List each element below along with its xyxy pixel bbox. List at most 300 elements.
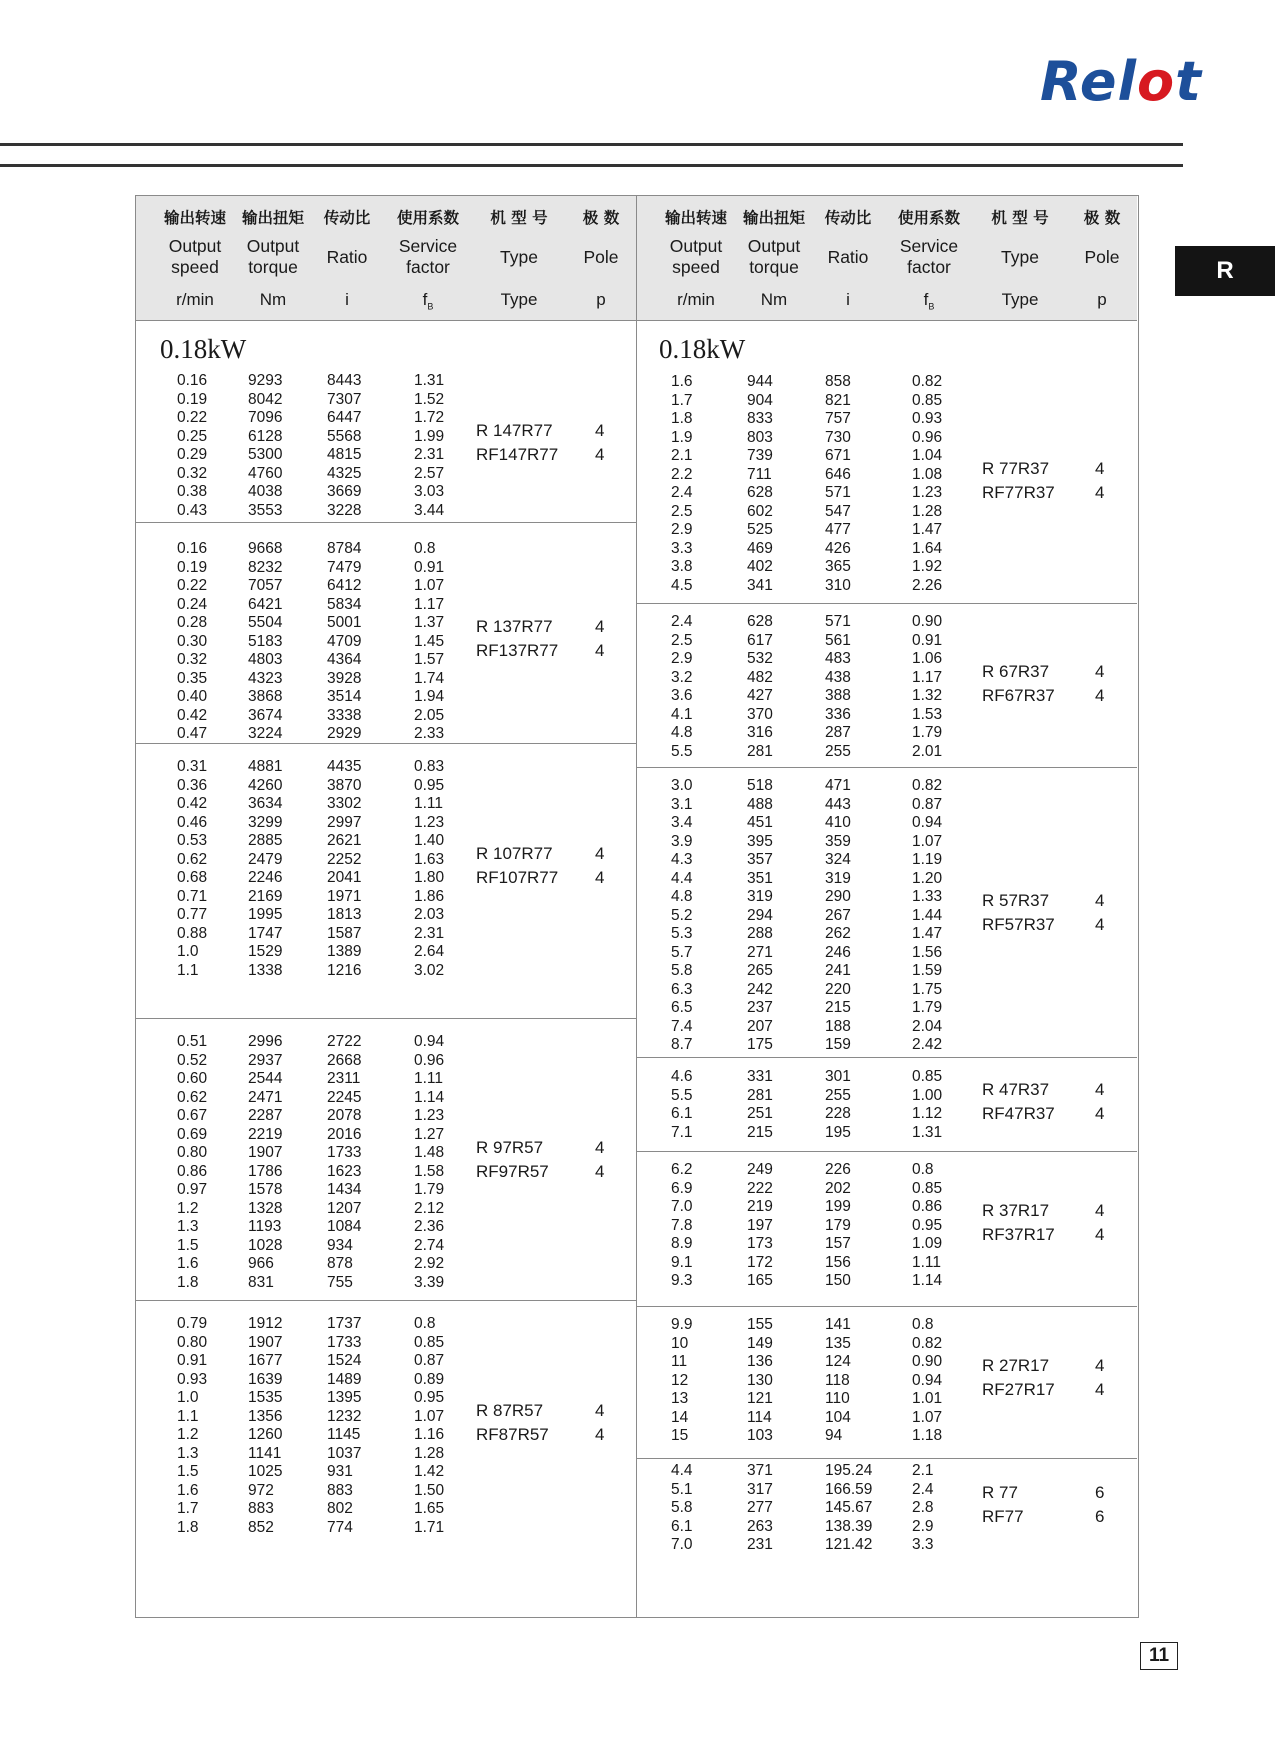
table-row — [637, 833, 1137, 852]
group-rows — [637, 1316, 1137, 1446]
ratio-cell: 1145 — [327, 1426, 361, 1443]
output-speed-cell: 3.1 — [671, 795, 693, 813]
pole-count: 4 — [1095, 686, 1105, 705]
service-factor-cell: 0.96 — [912, 428, 943, 446]
ratio-cell: 310 — [825, 576, 851, 594]
output-speed-cell: 0.16 — [177, 372, 208, 389]
table-row — [136, 1352, 636, 1371]
output-torque-cell: 249 — [747, 1161, 773, 1178]
pole-count: 6 — [1095, 1507, 1105, 1527]
header-zh-right-3: 使用系数 — [897, 209, 960, 227]
output-speed-cell: 9.1 — [671, 1253, 693, 1271]
header-unit-text: r/min — [176, 290, 214, 309]
header-unit-right-2 — [803, 290, 893, 310]
table-row — [637, 777, 1137, 796]
table-row — [637, 1536, 1137, 1555]
table-row — [136, 795, 636, 814]
service-factor-cell: 1.52 — [414, 390, 445, 408]
output-torque-cell: 341 — [747, 576, 773, 594]
ratio-cell: 547 — [825, 502, 851, 520]
header-en-line: Pole — [583, 247, 619, 267]
table-row — [136, 540, 636, 559]
ratio-cell: 290 — [825, 888, 851, 905]
table-row — [136, 707, 636, 726]
group-rows — [136, 1033, 636, 1292]
table-row — [136, 1089, 636, 1108]
service-factor-cell: 2.31 — [414, 924, 445, 942]
output-torque-cell: 155 — [747, 1316, 773, 1333]
output-torque-cell: 294 — [747, 906, 773, 924]
ratio-cell: 2997 — [327, 813, 362, 831]
header-en-line: Pole — [1084, 247, 1120, 267]
ratio-cell: 2722 — [327, 1033, 362, 1050]
service-factor-cell: 0.95 — [912, 1216, 943, 1234]
ratio-cell: 4364 — [327, 651, 362, 668]
service-factor-cell: 0.94 — [912, 1371, 943, 1389]
reducer-type: RF67R37 — [982, 686, 1055, 705]
output-speed-cell: 0.46 — [177, 813, 208, 831]
output-torque-cell: 3674 — [248, 706, 283, 724]
output-speed-cell: 1.0 — [177, 943, 199, 960]
ratio-cell: 246 — [825, 943, 851, 961]
header-en-line: speed — [171, 257, 219, 277]
reducer-type: RF57R37 — [982, 914, 1055, 934]
table-row — [637, 706, 1137, 725]
output-speed-cell: 0.43 — [177, 501, 208, 519]
service-factor-cell: 1.58 — [414, 1162, 445, 1180]
ratio-cell: 267 — [825, 906, 851, 924]
output-torque-cell: 251 — [747, 1105, 773, 1122]
page-number: 11 — [1140, 1642, 1178, 1670]
output-torque-cell: 263 — [747, 1517, 773, 1535]
output-torque-cell: 288 — [747, 925, 773, 942]
service-factor-cell: 1.11 — [414, 795, 444, 812]
output-torque-cell: 1677 — [248, 1352, 283, 1369]
group-rows — [637, 613, 1137, 761]
ratio-cell: 774 — [327, 1518, 353, 1536]
header-zh-left-2: 传动比 — [323, 209, 371, 227]
header-en-left-3 — [383, 236, 473, 278]
table-row — [637, 1335, 1137, 1354]
table-row — [136, 559, 636, 578]
output-speed-cell: 13 — [671, 1390, 689, 1407]
output-speed-cell: 0.53 — [177, 832, 208, 849]
header-en-right-4 — [975, 247, 1065, 268]
pole-count: 4 — [1095, 662, 1105, 681]
ratio-cell: 2929 — [327, 725, 362, 742]
ratio-cell: 410 — [825, 814, 851, 831]
ratio-cell: 1737 — [327, 1315, 362, 1332]
table-row — [637, 669, 1137, 688]
ratio-cell: 138.39 — [825, 1517, 873, 1535]
pole-count: 4 — [1095, 1200, 1105, 1220]
service-factor-cell: 0.90 — [912, 1353, 943, 1370]
output-torque-cell: 3299 — [248, 813, 283, 831]
table-header-right — [637, 196, 1137, 321]
pole-count: 4 — [1095, 483, 1105, 502]
ratio-cell: 4435 — [327, 758, 362, 775]
group-rows — [637, 1462, 1137, 1555]
output-speed-cell: 12 — [671, 1371, 689, 1389]
table-row — [637, 632, 1137, 651]
ratio-cell: 571 — [825, 484, 851, 501]
output-speed-cell: 4.1 — [671, 705, 693, 723]
header-unit-text: Nm — [259, 290, 287, 309]
output-speed-cell: 1.6 — [671, 373, 693, 390]
header-zh-left-4: 机 型 号 — [490, 209, 548, 227]
table-row — [637, 1353, 1137, 1372]
output-torque-cell: 488 — [747, 795, 773, 813]
output-speed-cell: 4.4 — [671, 1462, 693, 1479]
ratio-cell: 4325 — [327, 464, 362, 482]
output-torque-cell: 739 — [747, 447, 773, 464]
service-factor-cell: 0.82 — [912, 777, 943, 794]
ratio-cell: 255 — [825, 1086, 851, 1104]
group-separator — [637, 767, 1137, 768]
table-row — [637, 944, 1137, 963]
output-torque-cell: 114 — [747, 1408, 772, 1426]
output-speed-cell: 9.3 — [671, 1272, 693, 1289]
output-torque-cell: 222 — [747, 1179, 773, 1197]
header-unit-text: Nm — [760, 290, 788, 309]
output-torque-cell: 281 — [747, 742, 773, 760]
output-torque-cell: 1995 — [248, 906, 283, 923]
output-torque-cell: 7057 — [248, 577, 283, 594]
output-torque-cell: 1356 — [248, 1407, 283, 1425]
output-torque-cell: 331 — [747, 1068, 773, 1085]
ratio-cell: 1489 — [327, 1370, 362, 1388]
output-torque-cell: 1912 — [248, 1315, 283, 1332]
table-row — [637, 962, 1137, 981]
output-speed-cell: 6.3 — [671, 980, 693, 998]
output-torque-cell: 803 — [747, 428, 773, 446]
header-zh-left-3: 使用系数 — [396, 209, 459, 227]
table-row — [637, 1018, 1137, 1037]
service-factor-cell: 1.11 — [414, 1070, 444, 1087]
output-speed-cell: 0.93 — [177, 1370, 208, 1388]
output-torque-cell: 103 — [747, 1427, 773, 1444]
header-en-right-2 — [803, 247, 893, 268]
service-factor-cell: 2.74 — [414, 1236, 445, 1254]
ratio-cell: 802 — [327, 1500, 353, 1517]
ratio-cell: 104 — [825, 1408, 851, 1426]
output-torque-cell: 2219 — [248, 1125, 283, 1143]
service-factor-cell: 1.06 — [912, 650, 943, 667]
service-factor-cell: 2.04 — [912, 1017, 943, 1035]
output-torque-cell: 242 — [747, 980, 773, 998]
table-row — [637, 373, 1137, 392]
output-torque-cell: 281 — [747, 1086, 773, 1104]
output-speed-cell: 0.86 — [177, 1162, 208, 1180]
table-row — [136, 1237, 636, 1256]
header-unit-text: Type — [500, 290, 538, 309]
ratio-cell: 220 — [825, 980, 851, 998]
output-torque-cell: 277 — [747, 1499, 773, 1516]
table-row — [136, 814, 636, 833]
table-row — [136, 1334, 636, 1353]
output-speed-cell: 7.8 — [671, 1216, 693, 1234]
table-row — [136, 1371, 636, 1390]
output-torque-cell: 2287 — [248, 1107, 283, 1124]
output-speed-cell: 9.9 — [671, 1316, 693, 1333]
table-row — [136, 428, 636, 447]
pole-count: 4 — [1095, 1379, 1105, 1399]
output-speed-cell: 6.1 — [671, 1105, 693, 1122]
table-row — [637, 1161, 1137, 1180]
ratio-cell: 1434 — [327, 1181, 362, 1198]
output-speed-cell: 1.6 — [177, 1481, 199, 1499]
output-torque-cell: 4760 — [248, 464, 283, 482]
group-separator — [637, 1306, 1137, 1307]
header-unit-right-5 — [1057, 290, 1147, 310]
output-torque-cell: 8232 — [248, 558, 283, 576]
output-torque-cell: 1747 — [248, 924, 283, 942]
output-speed-cell: 0.19 — [177, 390, 208, 408]
output-torque-cell: 2885 — [248, 832, 283, 849]
table-row — [136, 1052, 636, 1071]
table-row — [136, 1163, 636, 1182]
header-unit-left-4 — [474, 290, 564, 310]
ratio-cell: 359 — [825, 832, 851, 850]
service-factor-cell: 1.07 — [912, 832, 943, 850]
output-speed-cell: 5.8 — [671, 1499, 693, 1516]
output-speed-cell: 0.32 — [177, 464, 208, 482]
table-row — [136, 483, 636, 502]
ratio-cell: 3514 — [327, 688, 362, 705]
service-factor-cell: 1.75 — [912, 980, 943, 998]
service-factor-cell: 1.48 — [414, 1144, 445, 1161]
header-unit-text: f — [923, 290, 929, 309]
service-factor-cell: 1.72 — [414, 409, 445, 426]
service-factor-cell: 1.86 — [414, 887, 445, 905]
service-factor-cell: 2.36 — [414, 1218, 445, 1235]
ratio-cell: 5834 — [327, 595, 362, 613]
table-row — [136, 1445, 636, 1464]
output-torque-cell: 231 — [747, 1536, 773, 1553]
service-factor-cell: 2.92 — [414, 1255, 445, 1272]
table-row — [637, 1372, 1137, 1391]
service-factor-cell: 1.09 — [912, 1235, 943, 1252]
output-speed-cell: 1.8 — [177, 1273, 199, 1291]
reducer-type: RF97R57 — [476, 1161, 549, 1181]
service-factor-cell: 3.02 — [414, 961, 445, 979]
output-torque-cell: 1328 — [248, 1199, 283, 1217]
header-zh-right-0: 输出转速 — [664, 209, 727, 227]
table-row — [637, 558, 1137, 577]
output-speed-cell: 0.60 — [177, 1070, 208, 1087]
output-torque-cell: 271 — [747, 943, 773, 961]
service-factor-cell: 1.71 — [414, 1518, 445, 1536]
output-speed-cell: 2.5 — [671, 502, 693, 520]
ratio-cell: 1733 — [327, 1144, 362, 1161]
header-unit-left-2 — [302, 290, 392, 310]
ratio-cell: 141 — [825, 1316, 851, 1333]
table-row — [136, 1181, 636, 1200]
output-torque-cell: 5183 — [248, 632, 283, 650]
header-zh-right-5: 极 数 — [1083, 209, 1121, 227]
table-row — [136, 888, 636, 907]
ratio-cell: 561 — [825, 631, 851, 649]
table-row — [637, 925, 1137, 944]
service-factor-cell: 1.01 — [912, 1390, 943, 1407]
table-row — [637, 1198, 1137, 1217]
output-speed-cell: 0.19 — [177, 558, 208, 576]
ratio-cell: 336 — [825, 705, 851, 723]
service-factor-cell: 0.91 — [912, 631, 943, 649]
service-factor-cell: 2.31 — [414, 446, 445, 463]
ratio-cell: 5001 — [327, 614, 362, 631]
ratio-cell: 124 — [825, 1353, 851, 1370]
output-speed-cell: 0.52 — [177, 1051, 208, 1069]
service-factor-cell: 1.32 — [912, 687, 943, 704]
output-speed-cell: 0.28 — [177, 614, 208, 631]
ratio-cell: 730 — [825, 428, 851, 446]
reducer-type: R 37R17 — [982, 1200, 1050, 1220]
header-en-line: Output — [669, 236, 723, 256]
output-speed-cell: 3.6 — [671, 687, 693, 704]
ratio-cell: 3870 — [327, 776, 362, 794]
reducer-type: RF137R77 — [476, 640, 559, 660]
output-torque-cell: 711 — [747, 465, 772, 483]
table-row — [637, 429, 1137, 448]
output-torque-cell: 518 — [747, 777, 773, 794]
table-row — [136, 391, 636, 410]
ratio-cell: 2252 — [327, 850, 362, 868]
ratio-cell: 226 — [825, 1161, 851, 1178]
ratio-cell: 1971 — [327, 887, 362, 905]
table-row — [637, 1272, 1137, 1291]
table-row — [136, 1274, 636, 1293]
service-factor-cell: 1.23 — [414, 1107, 445, 1124]
ratio-cell: 821 — [825, 391, 851, 409]
table-row — [136, 1426, 636, 1445]
output-speed-cell: 0.42 — [177, 795, 208, 812]
header-en-line: Output — [168, 236, 222, 256]
ratio-cell: 878 — [327, 1255, 353, 1272]
table-row — [637, 1180, 1137, 1199]
output-torque-cell: 2996 — [248, 1033, 283, 1050]
output-torque-cell: 1338 — [248, 961, 283, 979]
ratio-cell: 4709 — [327, 632, 362, 650]
ratio-cell: 883 — [327, 1481, 353, 1499]
group-rows — [637, 1161, 1137, 1291]
output-torque-cell: 4260 — [248, 776, 283, 794]
service-factor-cell: 0.8 — [414, 540, 436, 557]
output-torque-cell: 3224 — [248, 725, 283, 742]
output-torque-cell: 1529 — [248, 943, 283, 960]
output-speed-cell: 4.3 — [671, 851, 693, 868]
output-torque-cell: 395 — [747, 832, 773, 850]
table-row — [136, 1519, 636, 1538]
table-row — [136, 1218, 636, 1237]
output-torque-cell: 2246 — [248, 869, 283, 886]
table-row — [136, 1144, 636, 1163]
ratio-cell: 188 — [825, 1017, 851, 1035]
output-torque-cell: 966 — [248, 1255, 274, 1272]
header-unit-left-5 — [556, 290, 646, 310]
ratio-cell: 1587 — [327, 924, 362, 942]
output-speed-cell: 0.40 — [177, 688, 208, 705]
pole-count: 4 — [1095, 1104, 1105, 1123]
table-row — [136, 758, 636, 777]
service-factor-cell: 1.07 — [912, 1408, 943, 1426]
output-speed-cell: 10 — [671, 1334, 689, 1352]
header-en-right-3 — [884, 236, 974, 278]
output-torque-cell: 852 — [248, 1518, 274, 1536]
service-factor-cell: 1.44 — [912, 906, 943, 924]
ratio-cell: 135 — [825, 1334, 851, 1352]
output-speed-cell: 4.5 — [671, 576, 693, 594]
table-row — [637, 1124, 1137, 1143]
ratio-cell: 3302 — [327, 795, 362, 812]
output-speed-cell: 5.5 — [671, 1086, 693, 1104]
output-speed-cell: 0.22 — [177, 409, 208, 426]
service-factor-cell: 0.93 — [912, 410, 943, 427]
output-speed-cell: 6.1 — [671, 1517, 693, 1535]
service-factor-cell: 1.31 — [912, 1123, 943, 1141]
table-row — [136, 725, 636, 744]
reducer-type: R 137R77 — [476, 616, 553, 636]
table-row — [136, 1200, 636, 1219]
output-torque-cell: 371 — [747, 1462, 773, 1479]
output-speed-cell: 1.7 — [671, 391, 693, 409]
pole-count: 4 — [595, 1401, 605, 1420]
header-zh-left-5: 极 数 — [582, 209, 620, 227]
ratio-cell: 5568 — [327, 427, 362, 445]
table-row — [637, 907, 1137, 926]
table-header-left — [136, 196, 636, 321]
table-row — [136, 502, 636, 521]
output-speed-cell: 7.0 — [671, 1198, 693, 1215]
power-label-right: 0.18kW — [659, 334, 746, 364]
ratio-cell: 228 — [825, 1105, 851, 1122]
output-torque-cell: 7096 — [248, 409, 283, 426]
table-row — [637, 999, 1137, 1018]
ratio-cell: 646 — [825, 465, 851, 483]
output-speed-cell: 6.5 — [671, 999, 693, 1016]
table-row — [637, 1316, 1137, 1335]
ratio-cell: 471 — [825, 777, 851, 794]
output-speed-cell: 4.8 — [671, 724, 693, 741]
output-torque-cell: 628 — [747, 484, 773, 501]
output-speed-cell: 1.8 — [177, 1518, 199, 1536]
output-speed-cell: 8.9 — [671, 1235, 693, 1252]
output-speed-cell: 4.4 — [671, 869, 693, 887]
output-torque-cell: 4881 — [248, 758, 283, 775]
header-rule-bottom — [0, 164, 1183, 167]
group-rows — [637, 373, 1137, 595]
table-row — [637, 484, 1137, 503]
output-torque-cell: 628 — [747, 613, 773, 630]
output-speed-cell: 0.62 — [177, 1088, 208, 1106]
ratio-cell: 157 — [825, 1235, 851, 1252]
pole-count: 4 — [595, 640, 605, 660]
pole-count: 6 — [1095, 1483, 1105, 1503]
table-row — [136, 1408, 636, 1427]
header-en-line: Output — [747, 236, 801, 256]
output-speed-cell: 0.67 — [177, 1107, 208, 1124]
ratio-cell: 757 — [825, 410, 851, 427]
reducer-type: RF77R37 — [982, 483, 1055, 502]
service-factor-cell: 1.17 — [912, 668, 943, 686]
pole-count: 4 — [595, 844, 605, 863]
service-factor-cell: 1.50 — [414, 1481, 445, 1499]
service-factor-cell: 1.64 — [912, 539, 943, 557]
pole-count: 4 — [1095, 890, 1105, 910]
output-speed-cell: 1.5 — [177, 1463, 199, 1480]
brand-logo: Relot — [1040, 50, 1202, 113]
service-factor-cell: 0.82 — [912, 373, 943, 390]
